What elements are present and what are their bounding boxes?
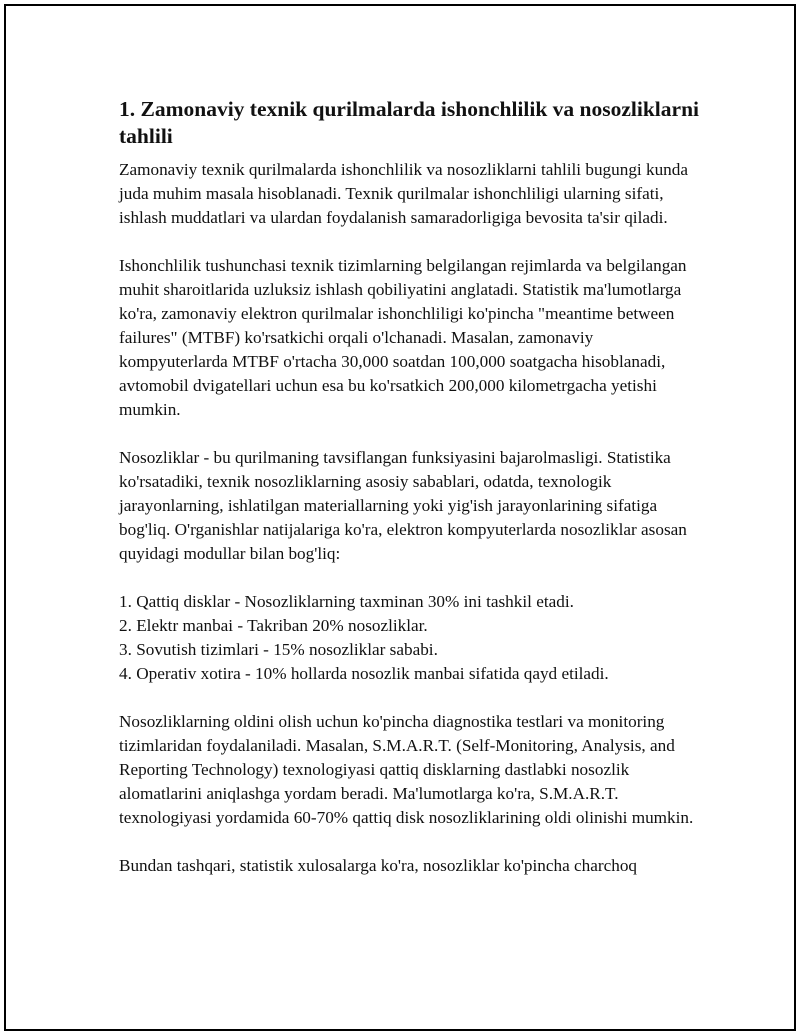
paragraph-prevention: Nosozliklarning oldini olish uchun ko'pincha diagnostika testlari va monitoring tizimlaridan foydalaniladi. Masalan, S.M.A.R.T. (Self-Monitoring, Analysis, and Reporting Technology) texnologiyasi qattiq disklarning dastlabki nosozlik alomatlarini aniqlashga yordam beradi. Ma'lumotlarga ko'ra, S.M.A.R.T. texnologiyasi yordamida 60-70% qattiq disk nosozliklarining oldi olinishi mumkin. bbox=[119, 712, 694, 827]
paragraph-failures: Nosozliklar - bu qurilmaning tavsiflangan funksiyasini bajarolmasligi. Statistika ko'rsatadiki, texnik nosozliklarning asosiy sabablari, odatda, texnologik jarayonlarning, ishlatilgan materiallarning yoki yig'ish jarayonlarining sifatiga bog'liq. O'rganishlar natijalariga ko'ra, elektron kompyuterlarda nosozliklar asosan quyidagi modullar bilan bog'liq: bbox=[119, 448, 687, 563]
list-item: 1. Qattiq disklar - Nosozliklarning taxminan 30% ini tashkil etadi. bbox=[119, 592, 574, 611]
list-item: 4. Operativ xotira - 10% hollarda nosozlik manbai sifatida qayd etiladi. bbox=[119, 664, 609, 683]
failure-modules-list bbox=[119, 590, 699, 686]
section-heading: 1. Zamonaviy texnik qurilmalarda ishonchlilik va nosozliklarni tahlili bbox=[119, 97, 700, 148]
list-item: 2. Elektr manbai - Takriban 20% nosozliklar. bbox=[119, 616, 428, 635]
document-body bbox=[119, 96, 699, 902]
paragraph-reliability: Ishonchlilik tushunchasi texnik tizimlarning belgilangan rejimlarda va belgilangan muhit sharoitlarida uzluksiz ishlash qobiliyatini anglatadi. Statistik ma'lumotlarga ko'ra, zamonaviy elektron qurilmalar ishonchliligi ko'pincha "meantime between failures" (MTBF) ko'rsatkichi orqali o'lchanadi. Masalan, zamonaviy kompyuterlarda MTBF o'rtacha 30,000 soatdan 100,000 soatgacha hisoblanadi, avtomobil dvigatellari uchun esa bu ko'rsatkich 200,000 kilometrgacha yetishi mumkin. bbox=[119, 256, 687, 419]
page-frame bbox=[4, 4, 796, 1031]
list-item: 3. Sovutish tizimlari - 15% nosozliklar sababi. bbox=[119, 640, 438, 659]
paragraph-continuation: Bundan tashqari, statistik xulosalarga ko'ra, nosozliklar ko'pincha charchoq bbox=[119, 856, 638, 875]
paragraph-intro: Zamonaviy texnik qurilmalarda ishonchlilik va nosozliklarni tahlili bugungi kunda juda muhim masala hisoblanadi. Texnik qurilmalar ishonchliligi ularning sifati, ishlash muddatlari va ulardan foydalanish samaradorligiga bevosita ta'sir qiladi. bbox=[119, 160, 688, 227]
